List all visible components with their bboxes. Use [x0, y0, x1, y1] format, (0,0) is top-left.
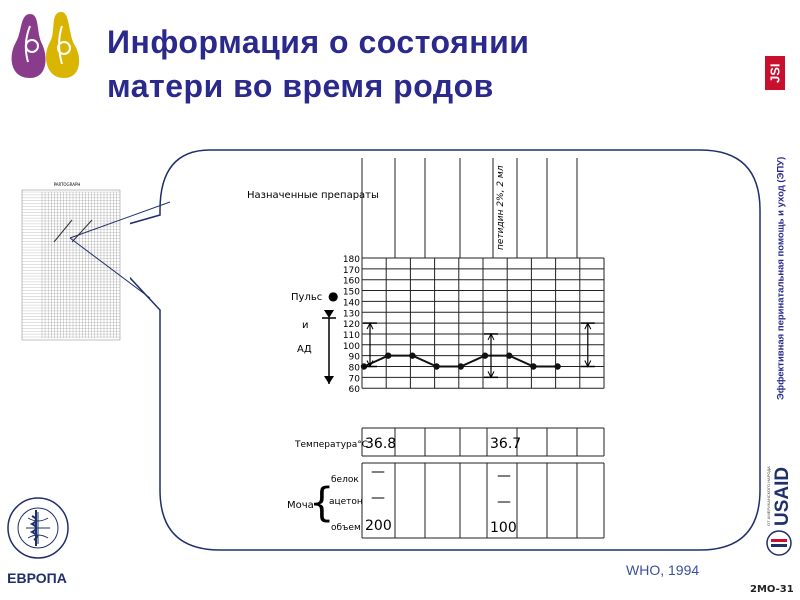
pulse-label: Пульс: [291, 292, 323, 303]
protein-value: —: [371, 464, 385, 480]
temperature-label: Температура°С: [295, 440, 369, 450]
acetone-value: —: [371, 490, 385, 506]
scale-tick-label: 70: [348, 374, 360, 385]
who-europe-label: ЕВРОПА: [7, 570, 67, 586]
pulse-point: [506, 352, 512, 358]
bp-legend-arrowhead-top: [324, 310, 334, 318]
and-label: и: [302, 320, 309, 331]
volume-value: 200: [365, 518, 392, 534]
pulse-legend-dot: ●: [328, 289, 339, 303]
scale-tick-label: 180: [342, 255, 360, 265]
scale-tick-label: 120: [342, 320, 360, 331]
pulse-point: [482, 352, 488, 358]
page-title: [107, 20, 667, 108]
acetone-label: ацетон: [329, 497, 363, 507]
usaid-wordmark: USAID: [772, 466, 793, 526]
scale-tick-label: 160: [342, 276, 360, 287]
drugs-label: Назначенные препараты: [247, 190, 379, 201]
scale-tick-label: 110: [342, 330, 360, 341]
scale-tick-label: 60: [348, 385, 360, 396]
bp-legend-arrowhead-bottom: [324, 376, 334, 384]
scale-tick-label: 80: [348, 363, 360, 374]
scale-tick-label: 90: [348, 352, 360, 363]
protein-label: белок: [331, 475, 359, 485]
protein-value: —: [497, 468, 511, 484]
pulse-point: [530, 363, 536, 369]
pulse-point: [554, 363, 560, 369]
pulse-point: [409, 352, 415, 358]
scale-tick-label: 100: [342, 341, 360, 352]
usaid-tagline: ОТ АМЕРИКАНСКОГО НАРОДА: [766, 466, 771, 526]
bp-label: АД: [297, 344, 312, 355]
volume-label: объем: [331, 523, 361, 533]
title-line-1: Информация о состоянии: [107, 24, 530, 60]
citation: WHO, 1994: [626, 562, 700, 578]
temperature-value: 36.7: [490, 436, 522, 452]
title-line-2: матери во время родов: [107, 68, 494, 104]
volume-value: 100: [490, 520, 517, 536]
drug-entry: петидин 2%, 2 мл: [496, 165, 506, 250]
pulse-point: [458, 363, 464, 369]
partograph-detail: [225, 158, 615, 548]
urine-label: Моча: [287, 500, 314, 511]
scale-tick-label: 130: [342, 309, 360, 320]
slide-id: 2MO-31: [750, 584, 794, 595]
scale-tick-label: 170: [342, 265, 360, 276]
thumbnail-title: PARTOGRAPH: [53, 182, 81, 187]
jsi-logo: JSI: [765, 56, 785, 90]
pulse-point: [433, 363, 439, 369]
pulse-point: [385, 352, 391, 358]
pear-logo-icon: [2, 6, 90, 84]
acetone-value: —: [497, 494, 511, 510]
zoom-connector: [60, 200, 240, 300]
scale-tick-label: 140: [342, 298, 360, 309]
scale-tick-label: 150: [342, 287, 360, 298]
program-vertical-text: Эффективная перинатальная помощь и уход (ЭПУ): [775, 156, 787, 400]
temperature-value: 36.8: [365, 436, 397, 452]
urine-brace: {: [309, 480, 335, 526]
